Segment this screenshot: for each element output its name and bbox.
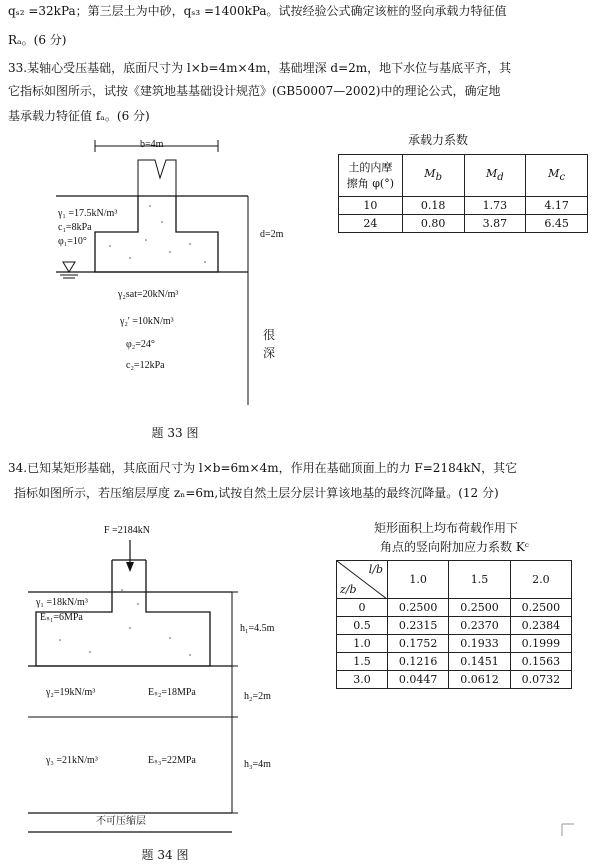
text-line-2: Rₐ。(6 分)	[8, 33, 67, 47]
table34-col-head: 1.0	[388, 561, 449, 599]
fig34-gamma1: γ₁ =18kN/m³	[36, 597, 88, 608]
table33-head-mc: $M_c$	[526, 155, 588, 197]
fig34-gamma3: γ₃ =21kN/m³	[46, 755, 98, 766]
table34	[336, 560, 572, 689]
text-line-1: qₛ₂ =32kPa；第三层土为中砂，qₛ₃ =1400kPa。试按经验公式确定该桩的竖向承载力特征值	[8, 4, 507, 18]
q33-line-1: 33.某轴心受压基础，底面尺寸为 l×b=4m×4m，基础埋深 d=2m，地下水位与基底平齐，其	[8, 61, 512, 75]
fig33-gamma2sat: γ₂sat=20kN/m³	[118, 289, 179, 300]
table33	[338, 154, 588, 233]
table34-corner: l/b z/b	[337, 561, 388, 599]
table-cell: 10	[339, 197, 403, 215]
q34-line-2: 指标如图所示，若压缩层厚度 zₙ=6m,试按自然土层分层计算该地基的最终沉降量。(12 分)	[14, 486, 499, 500]
q33-line-2: 它指标如图所示，试按《建筑地基基础设计规范》(GB50007—2002)中的理论公式，确定地	[8, 84, 501, 98]
table-row: 0 0.2500 0.2500 0.2500	[337, 599, 572, 617]
table34-col-head: 2.0	[510, 561, 571, 599]
fig34-h3: h₃=4m	[244, 759, 271, 770]
table33-title: 承载力系数	[408, 133, 469, 147]
table-row	[339, 215, 588, 233]
fig34-es1: Eₛ₁=6MPa	[40, 612, 83, 623]
fig33-deep-1: 很	[263, 328, 276, 342]
fig34-h2: h₂=2m	[244, 691, 271, 702]
fig34-force-label: F =2184kN	[104, 525, 150, 536]
fig34-incompressible: 不可压缩层	[96, 816, 146, 827]
fig33-c2: c₂=12kPa	[126, 360, 165, 371]
fig33-d-label: d=2m	[260, 229, 284, 240]
q34-line-1: 34.已知某矩形基础，其底面尺寸为 l×b=6m×4m，作用在基础顶面上的力 F=2184kN，其它	[8, 461, 518, 475]
fig33-gamma1: γ₁ =17.5kN/m³	[58, 208, 118, 219]
table-cell: 24	[339, 215, 403, 233]
table-row: 1.0 0.1752 0.1933 0.1999	[337, 635, 572, 653]
table34-col-head: 1.5	[449, 561, 510, 599]
table-cell: 4.17	[526, 197, 588, 215]
fig33-gamma2prime: γ₂' =10kN/m³	[120, 316, 174, 327]
table34-title-2: 角点的竖向附加应力系数 Kᶜ	[380, 540, 529, 554]
fig34-es3: Eₛ₃=22MPa	[148, 755, 196, 766]
table-cell: 3.87	[464, 215, 526, 233]
fig33-caption: 题 33 图	[151, 426, 199, 440]
fig33-c1: c₁=8kPa	[58, 222, 92, 233]
table33-head-phi: 土的内摩 擦角 φ(°)	[339, 155, 403, 197]
table-row: 0.5 0.2315 0.2370 0.2384	[337, 617, 572, 635]
fig34-h1: h₁=4.5m	[240, 623, 275, 634]
q33-line-3: 基承载力特征值 fₐ。(6 分)	[8, 109, 150, 123]
fig34-gamma2: γ₂=19kN/m³	[46, 687, 96, 698]
table-cell: 6.45	[526, 215, 588, 233]
fig33-deep-2: 深	[263, 346, 276, 360]
table-cell: 1.73	[464, 197, 526, 215]
fig33-b-label: b=4m	[140, 139, 164, 150]
table-row	[339, 197, 588, 215]
table33-head-mb: $M_b$	[402, 155, 464, 197]
fig34-es2: Eₛ₂=18MPa	[148, 687, 196, 698]
fig34-caption: 题 34 图	[141, 848, 189, 862]
fig33-phi1: φ₁=10°	[58, 236, 87, 247]
fig33-phi2: φ₂=24°	[126, 339, 155, 350]
table-cell: 0.80	[402, 215, 464, 233]
table33-head-md: $M_d$	[464, 155, 526, 197]
table-row: 3.0 0.0447 0.0612 0.0732	[337, 671, 572, 689]
table-row: 1.5 0.1216 0.1451 0.1563	[337, 653, 572, 671]
table-cell: 0.18	[402, 197, 464, 215]
table34-title-1: 矩形面积上均布荷载作用下	[374, 521, 519, 535]
